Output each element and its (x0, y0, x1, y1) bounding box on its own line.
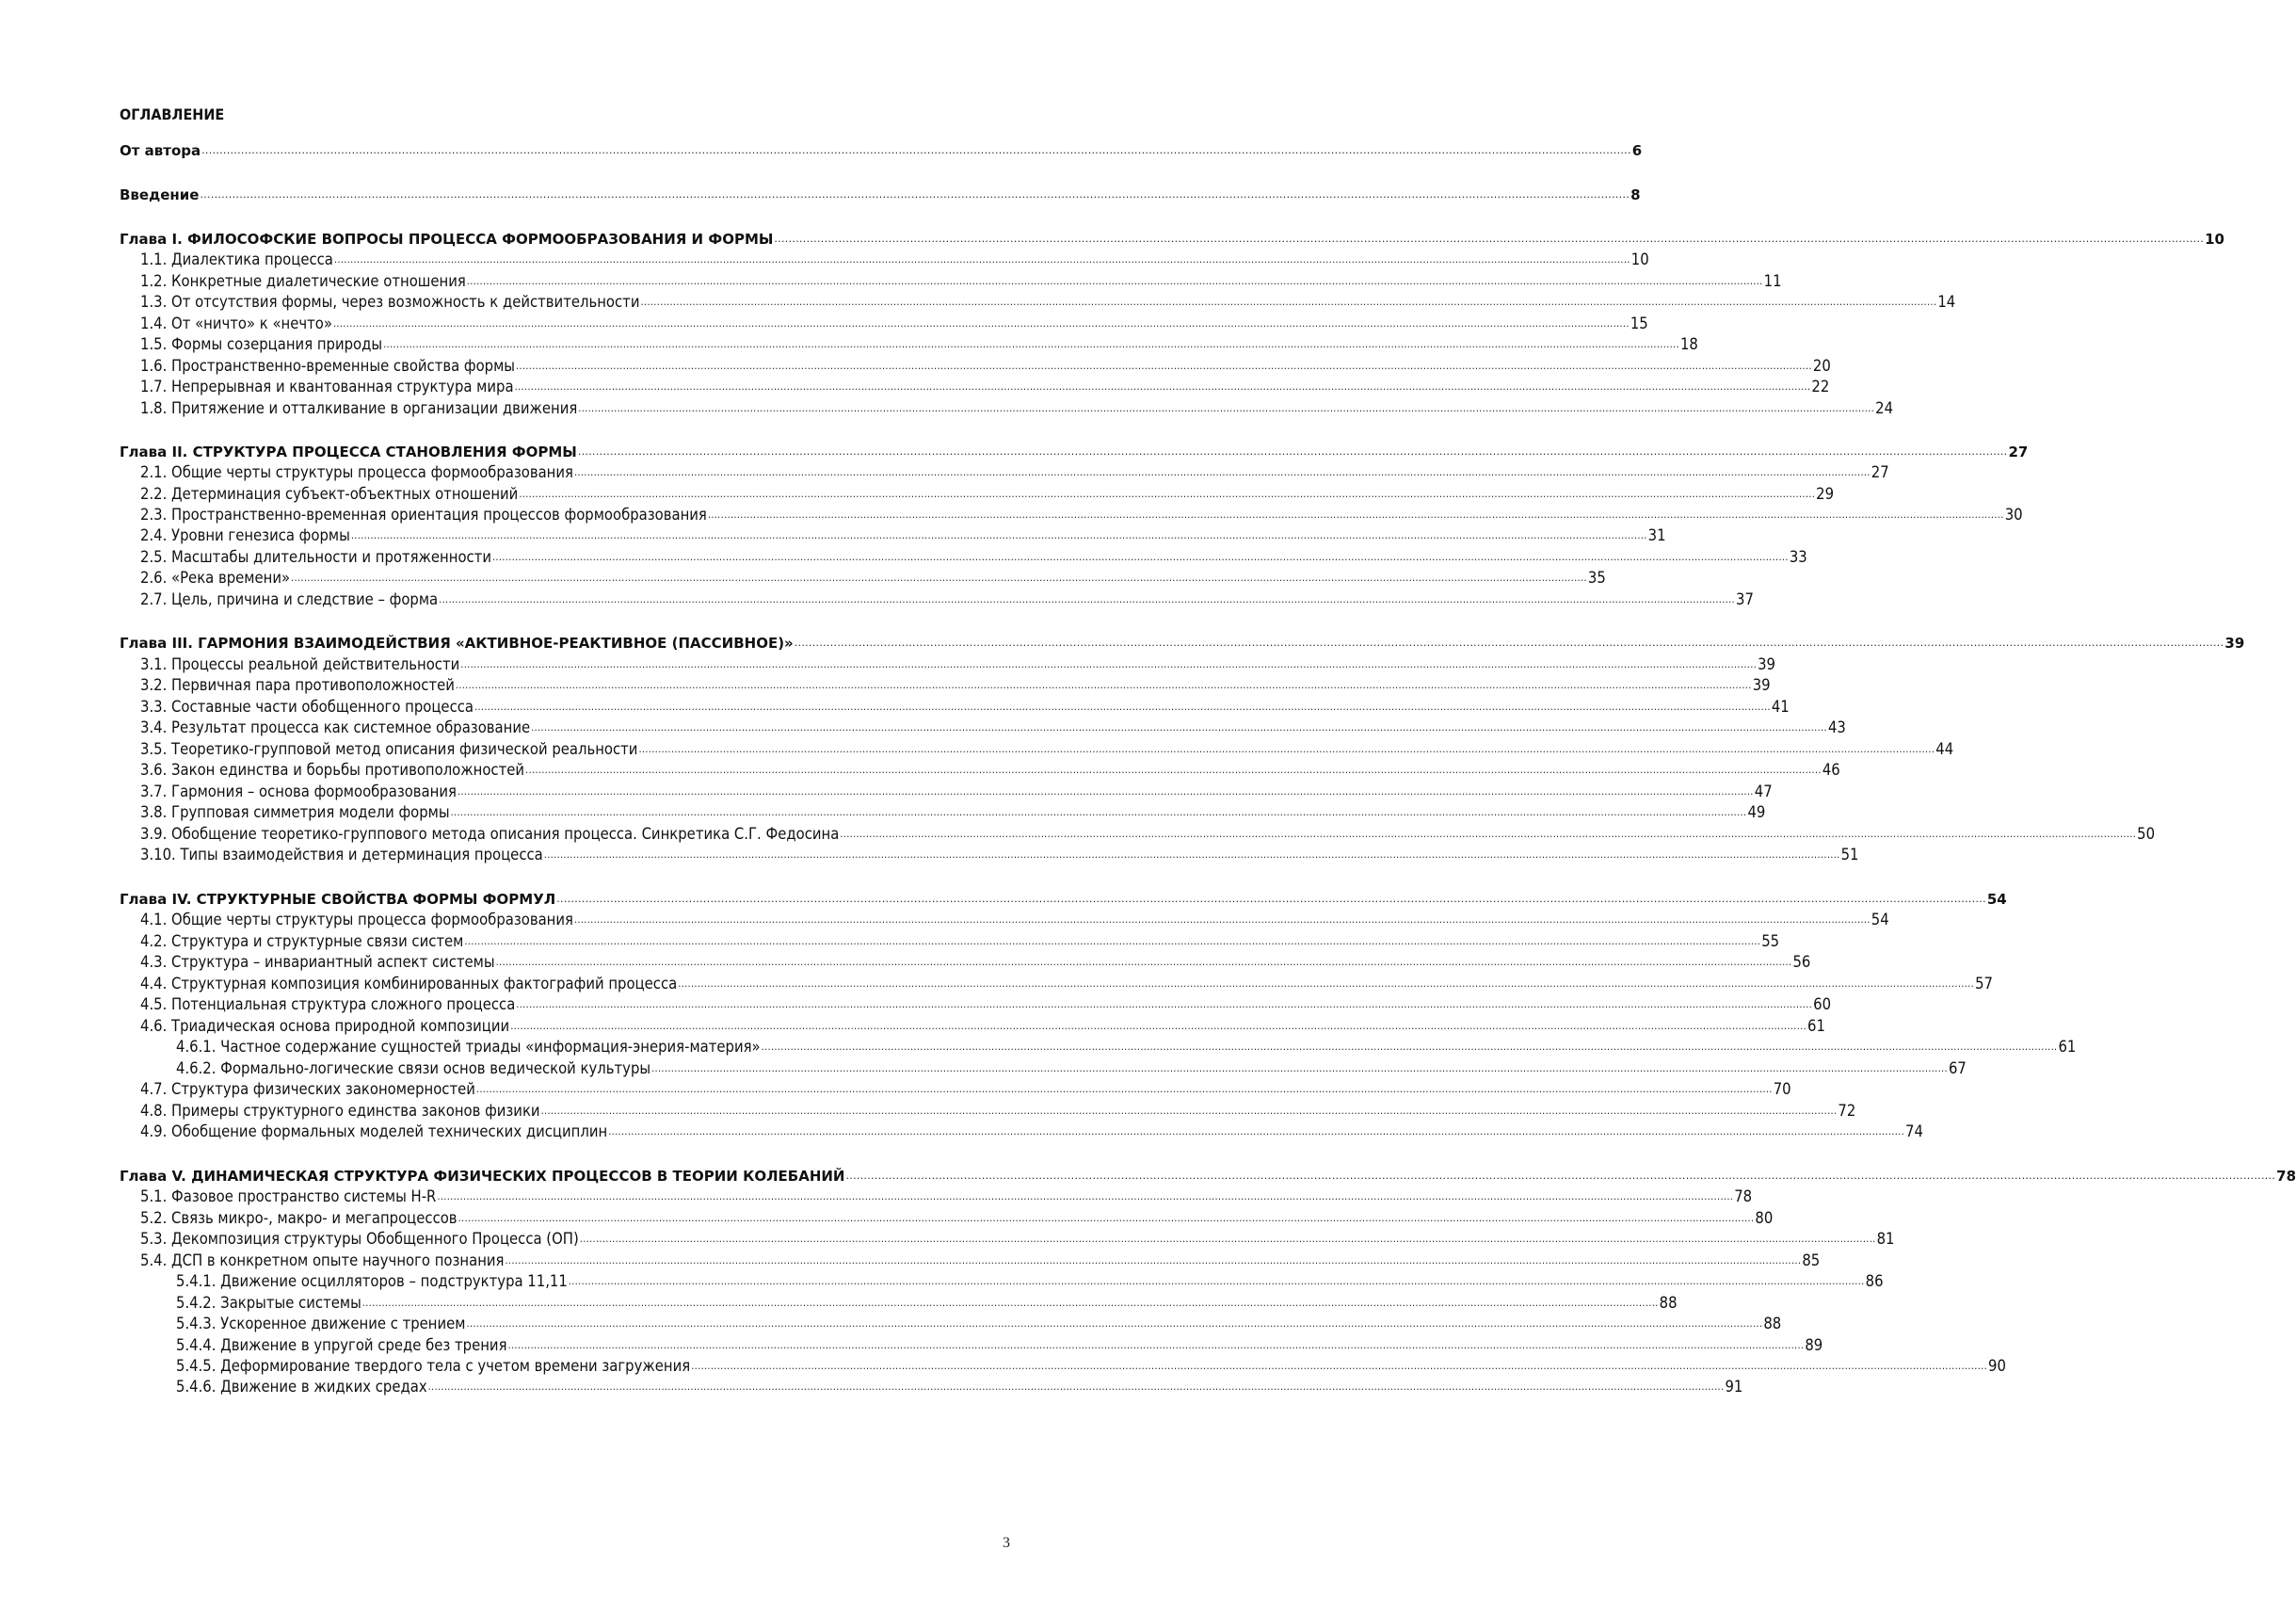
toc-entry-title: 5.4. ДСП в конкретном опыте научного познания (140, 1251, 505, 1269)
toc-leader-dots: ................................................................................................................................................................................................................................................................................................................................................................................................................ (651, 1062, 1948, 1074)
toc-entry (120, 1376, 1743, 1396)
toc-entry-page: 56 (1792, 953, 1811, 971)
toc-leader-dots: ................................................................................................................................................................................................................................................................................................................................................................................................................ (333, 253, 1630, 266)
toc-entry-page: 14 (1937, 293, 1956, 311)
toc-entry-title: 5.3. Декомпозиция структуры Обобщенного Процесса (ОП) (140, 1230, 579, 1248)
toc-leader-dots: ................................................................................................................................................................................................................................................................................................................................................................................................................ (579, 1233, 1876, 1245)
toc-leader-dots: ................................................................................................................................................................................................................................................................................................................................................................................................................ (466, 1317, 1763, 1330)
toc-entry-title: 1.5. Формы созерцания природы (140, 335, 383, 353)
toc-entry-page: 88 (1763, 1315, 1782, 1332)
toc-leader-dots: ................................................................................................................................................................................................................................................................................................................................................................................................................ (383, 338, 1679, 350)
toc-entry-title: 3.1. Процессы реальной действительности (140, 655, 460, 673)
toc-entry-title: 2.2. Детерминация субъект-объектных отношений (140, 485, 519, 503)
toc-entry-page: 85 (1802, 1251, 1821, 1269)
toc-leader-dots: ................................................................................................................................................................................................................................................................................................................................................................................................................ (691, 1360, 1988, 1372)
toc-entry-page: 54 (1871, 911, 1889, 928)
toc-entry (120, 993, 1832, 1014)
toc-entry-title: 4.3. Структура – инвариантный аспект системы (140, 953, 495, 971)
toc-entry-title: 3.6. Закон единства и борьбы противоположностей (140, 761, 525, 779)
toc-entry-page: 57 (1975, 975, 1993, 993)
toc-entry-page: 6 (1631, 142, 1643, 159)
toc-entry (120, 270, 1782, 291)
toc-entry-title: Глава II. СТРУКТУРА ПРОЦЕССА СТАНОВЛЕНИЯ ФОРМЫ (120, 444, 577, 460)
toc-entry (120, 1057, 1967, 1078)
toc-entry-page: 11 (1763, 272, 1782, 290)
toc-entry-title: Глава III. ГАРМОНИЯ ВЗАИМОДЕЙСТВИЯ «АКТИВНОЕ-РЕАКТИВНОЕ (ПАССИВНОЕ)» (120, 635, 794, 652)
toc-leader-dots: ................................................................................................................................................................................................................................................................................................................................................................................................................ (761, 1041, 2058, 1053)
toc-leader-dots: ................................................................................................................................................................................................................................................................................................................................................................................................................ (678, 977, 1975, 990)
toc-entry-title: 4.7. Структура физических закономерностей (140, 1080, 475, 1098)
toc-entry-page: 70 (1773, 1080, 1791, 1098)
toc-heading: ОГЛАВЛЕНИЕ (120, 105, 225, 123)
toc-entry-title: 5.4.2. Закрытые системы (176, 1294, 361, 1312)
toc-entry-title: Глава V. ДИНАМИЧЕСКАЯ СТРУКТУРА ФИЗИЧЕСКИХ ПРОЦЕССОВ В ТЕОРИИ КОЛЕБАНИЙ (120, 1168, 845, 1185)
toc-entry-title: 1.3. От отсутствия формы, через возможность к действительности (140, 293, 640, 311)
toc-leader-dots: ................................................................................................................................................................................................................................................................................................................................................................................................................ (540, 1105, 1838, 1117)
toc-chapter-entry (120, 184, 1641, 204)
toc-entry (120, 717, 1846, 737)
toc-entry (120, 801, 1766, 822)
toc-entry (120, 1207, 1774, 1228)
toc-entry (120, 567, 1606, 588)
toc-entry (120, 1100, 1856, 1121)
toc-leader-dots: ................................................................................................................................................................................................................................................................................................................................................................................................................ (510, 1020, 1807, 1032)
toc-entry (120, 951, 1811, 972)
toc-entry (120, 1270, 1884, 1291)
toc-entry-title: 2.5. Масштабы длительности и протяженности (140, 548, 491, 566)
toc-entry-page: 88 (1659, 1294, 1678, 1312)
toc-entry-page: 72 (1838, 1102, 1856, 1120)
toc-entry-page: 47 (1754, 783, 1773, 800)
toc-entry-title: 5.4.5. Деформирование твердого тела с учетом времени загружения (176, 1357, 691, 1375)
toc-entry-title: 4.6.1. Частное содержание сущностей триады «информация-энерия-материя» (176, 1038, 761, 1056)
toc-entry-page: 41 (1771, 698, 1790, 716)
toc-entry-title: 2.1. Общие черты структуры процесса формообразования (140, 463, 573, 481)
toc-leader-dots: ................................................................................................................................................................................................................................................................................................................................................................................................................ (608, 1125, 1905, 1138)
toc-entry-page: 29 (1816, 485, 1835, 503)
toc-leader-dots: ................................................................................................................................................................................................................................................................................................................................................................................................................ (491, 551, 1789, 563)
toc-leader-dots: ................................................................................................................................................................................................................................................................................................................................................................................................................ (439, 593, 1735, 605)
toc-entry (120, 525, 1666, 545)
toc-entry-title: 4.4. Структурная композиция комбинированных фактографий процесса (140, 975, 678, 993)
toc-entry-title: 2.6. «Река времени» (140, 569, 291, 587)
toc-entry-title: 3.5. Теоретико-групповой метод описания физической реальности (140, 740, 638, 758)
toc-entry (120, 1078, 1791, 1099)
toc-entry-title: 4.6.2. Формально-логические связи основ ведической культуры (176, 1059, 651, 1077)
toc-entry-page: 89 (1805, 1336, 1823, 1354)
toc-entry-title: 5.4.3. Ускоренное движение с трением (176, 1315, 466, 1332)
toc-entry-title: 1.7. Непрерывная и квантованная структура мира (140, 378, 514, 395)
toc-entry-page: 27 (2008, 444, 2029, 460)
toc-entry-title: 4.2. Структура и структурные связи систем (140, 932, 464, 950)
toc-entry (120, 1015, 1825, 1036)
toc-entry-title: 1.8. Притяжение и отталкивание в организации движения (140, 399, 578, 417)
toc-entry-title: 1.1. Диалектика процесса (140, 250, 333, 268)
toc-entry-page: 78 (2276, 1168, 2296, 1185)
toc-leader-dots: ................................................................................................................................................................................................................................................................................................................................................................................................................ (350, 529, 1647, 541)
toc-entry-page: 31 (1647, 526, 1666, 544)
toc-entry-title: Введение (120, 186, 200, 203)
toc-entry-title: 4.5. Потенциальная структура сложного процесса (140, 995, 516, 1013)
toc-entry-title: 2.4. Уровни генезиса формы (140, 526, 350, 544)
toc-chapter-entry (120, 632, 2245, 653)
toc-chapter-entry (120, 228, 2224, 249)
toc-entry-title: 2.3. Пространственно-временная ориентация процессов формообразования (140, 506, 707, 524)
toc-entry-title: 5.1. Фазовое пространство системы H-R (140, 1187, 437, 1205)
toc-entry-page: 10 (2205, 231, 2224, 248)
toc-leader-dots: ................................................................................................................................................................................................................................................................................................................................................................................................................ (531, 721, 1827, 734)
toc-entry-page: 22 (1811, 378, 1830, 395)
toc-leader-dots: ................................................................................................................................................................................................................................................................................................................................................................................................................ (291, 572, 1587, 584)
toc-leader-dots: ................................................................................................................................................................................................................................................................................................................................................................................................................ (516, 360, 1812, 372)
toc-entry-page: 39 (1758, 655, 1775, 673)
toc-entry (120, 397, 1894, 418)
toc-leader-dots: ................................................................................................................................................................................................................................................................................................................................................................................................................ (577, 445, 2008, 458)
toc-leader-dots: ................................................................................................................................................................................................................................................................................................................................................................................................................ (495, 956, 1792, 968)
toc-entry-page: 78 (1734, 1187, 1753, 1205)
toc-entry (120, 333, 1698, 354)
toc-leader-dots: ................................................................................................................................................................................................................................................................................................................................................................................................................ (427, 1380, 1725, 1393)
toc-entry-title: 4.6. Триадическая основа природной композиции (140, 1017, 510, 1035)
toc-entry-page: 43 (1827, 718, 1846, 736)
toc-entry-page: 60 (1813, 995, 1832, 1013)
toc-leader-dots: ................................................................................................................................................................................................................................................................................................................................................................................................................ (361, 1297, 1659, 1309)
toc-entry-page: 46 (1822, 761, 1840, 779)
toc-entry (120, 973, 1993, 993)
toc-entry (120, 738, 1954, 759)
toc-chapter-entry (120, 441, 2029, 461)
toc-leader-dots: ................................................................................................................................................................................................................................................................................................................................................................................................................ (450, 806, 1747, 818)
toc-entry-title: 2.7. Цель, причина и следствие – форма (140, 590, 439, 608)
toc-entry-page: 91 (1725, 1378, 1743, 1396)
toc-entry (120, 823, 2156, 844)
toc-entry (120, 759, 1840, 780)
toc-entry-page: 74 (1905, 1122, 1923, 1140)
toc-entry-page: 10 (1630, 250, 1649, 268)
toc-entry (120, 1355, 2006, 1376)
toc-entry (120, 376, 1830, 396)
toc-entry-title: 3.7. Гармония – основа формообразования (140, 783, 457, 800)
toc-chapter-entry (120, 888, 2007, 909)
toc-leader-dots: ................................................................................................................................................................................................................................................................................................................................................................................................................ (525, 764, 1822, 776)
toc-entry-title: 5.2. Связь микро-, макро- и мегапроцессов (140, 1209, 458, 1227)
toc-entry-page: 39 (2224, 635, 2245, 652)
toc-entry-page: 20 (1812, 357, 1831, 375)
toc-leader-dots: ................................................................................................................................................................................................................................................................................................................................................................................................................ (638, 743, 1935, 755)
toc-entry (120, 909, 1889, 929)
toc-entry-page: 24 (1875, 399, 1894, 417)
toc-leader-dots: ................................................................................................................................................................................................................................................................................................................................................................................................................ (578, 402, 1875, 414)
toc-leader-dots: ................................................................................................................................................................................................................................................................................................................................................................................................................ (466, 275, 1763, 287)
toc-entry (120, 546, 1807, 567)
page-number: 3 (1003, 1535, 1010, 1551)
toc-leader-dots: ................................................................................................................................................................................................................................................................................................................................................................................................................ (507, 1339, 1805, 1351)
toc-leader-dots: ................................................................................................................................................................................................................................................................................................................................................................................................................ (200, 188, 1630, 201)
toc-entry-page: 67 (1948, 1059, 1967, 1077)
toc-leader-dots: ................................................................................................................................................................................................................................................................................................................................................................................................................ (640, 296, 1937, 308)
toc-entry-page: 90 (1988, 1357, 2006, 1375)
toc-entry (120, 483, 1835, 504)
toc-entry-page: 30 (2004, 506, 2023, 524)
toc-entry-title: 1.4. От «ничто» к «нечто» (140, 315, 332, 332)
toc-entry (120, 781, 1773, 801)
toc-entry-title: 3.3. Составные части обобщенного процесса (140, 698, 474, 716)
toc-entry-page: 51 (1840, 846, 1859, 864)
toc-entry-page: 27 (1871, 463, 1889, 481)
toc-entry-title: 1.6. Пространственно-временные свойства формы (140, 357, 516, 375)
toc-entry-page: 37 (1736, 590, 1754, 608)
toc-leader-dots: ................................................................................................................................................................................................................................................................................................................................................................................................................ (845, 1170, 2276, 1182)
toc-entry-page: 55 (1761, 932, 1780, 950)
toc-leader-dots: ................................................................................................................................................................................................................................................................................................................................................................................................................ (505, 1254, 1802, 1267)
toc-leader-dots: ................................................................................................................................................................................................................................................................................................................................................................................................................ (474, 701, 1771, 713)
toc-entry-page: 49 (1747, 803, 1766, 821)
toc-entry (120, 696, 1790, 717)
toc-entry (120, 1313, 1782, 1333)
toc-entry (120, 1228, 1895, 1249)
toc-entry-title: От автора (120, 142, 201, 159)
toc-leader-dots: ................................................................................................................................................................................................................................................................................................................................................................................................................ (840, 828, 2137, 840)
toc-leader-dots: ................................................................................................................................................................................................................................................................................................................................................................................................................ (568, 1275, 1865, 1287)
toc-leader-dots: ................................................................................................................................................................................................................................................................................................................................................................................................................ (460, 658, 1758, 670)
toc-leader-dots: ................................................................................................................................................................................................................................................................................................................................................................................................................ (573, 913, 1871, 926)
toc-entry (120, 355, 1831, 376)
toc-entry (120, 1292, 1678, 1313)
toc-leader-dots: ................................................................................................................................................................................................................................................................................................................................................................................................................ (455, 679, 1752, 691)
toc-leader-dots: ................................................................................................................................................................................................................................................................................................................................................................................................................ (457, 785, 1754, 798)
toc-entry (120, 1121, 1923, 1141)
toc-entry (120, 674, 1771, 695)
toc-entry-page: 80 (1755, 1209, 1774, 1227)
toc-chapter-entry (120, 139, 1643, 160)
toc-leader-dots: ................................................................................................................................................................................................................................................................................................................................................................................................................ (573, 466, 1871, 478)
toc-entry (120, 1186, 1753, 1206)
toc-entry-page: 39 (1752, 676, 1771, 694)
toc-leader-dots: ................................................................................................................................................................................................................................................................................................................................................................................................................ (514, 380, 1811, 393)
toc-entry (120, 1334, 1823, 1355)
toc-leader-dots: ................................................................................................................................................................................................................................................................................................................................................................................................................ (475, 1083, 1773, 1095)
toc-entry-title: 5.4.1. Движение осцилляторов – подструктура 11,11 (176, 1272, 568, 1290)
toc-leader-dots: ................................................................................................................................................................................................................................................................................................................................................................................................................ (794, 637, 2224, 649)
toc-entry (120, 589, 1754, 609)
toc-entry-page: 54 (1986, 891, 2007, 908)
toc-leader-dots: ................................................................................................................................................................................................................................................................................................................................................................................................................ (556, 893, 1986, 905)
toc-leader-dots: ................................................................................................................................................................................................................................................................................................................................................................................................................ (332, 317, 1630, 330)
toc-chapter-entry (120, 1165, 2296, 1186)
toc-entry (120, 249, 1649, 269)
toc-leader-dots: ................................................................................................................................................................................................................................................................................................................................................................................................................ (464, 935, 1761, 947)
toc-entry-page: 81 (1876, 1230, 1895, 1248)
toc-entry (120, 654, 1775, 674)
toc-entry-page: 8 (1630, 186, 1641, 203)
toc-entry (120, 1036, 2077, 1057)
toc-entry-title: 4.9. Обобщение формальных моделей технических дисциплин (140, 1122, 608, 1140)
toc-entry-page: 15 (1630, 315, 1648, 332)
toc-entry-title: Глава I. ФИЛОСОФСКИЕ ВОПРОСЫ ПРОЦЕССА ФОРМООБРАЗОВАНИЯ И ФОРМЫ (120, 231, 774, 248)
toc-leader-dots: ................................................................................................................................................................................................................................................................................................................................................................................................................ (458, 1212, 1755, 1224)
toc-entry (120, 461, 1889, 482)
toc-entry-title: 5.4.4. Движение в упругой среде без трения (176, 1336, 507, 1354)
toc-entry-title: 3.4. Результат процесса как системное образование (140, 718, 531, 736)
toc-entry (120, 930, 1780, 951)
toc-entry-page: 33 (1789, 548, 1807, 566)
toc-leader-dots: ................................................................................................................................................................................................................................................................................................................................................................................................................ (437, 1190, 1734, 1203)
toc-entry-page: 44 (1935, 740, 1954, 758)
toc-entry (120, 504, 2023, 525)
toc-entry-title: 3.9. Обобщение теоретико-группового метода описания процесса. Синкретика С.Г. Федосина (140, 825, 840, 843)
toc-leader-dots: ................................................................................................................................................................................................................................................................................................................................................................................................................ (774, 233, 2205, 245)
toc-entry-title: 3.8. Групповая симметрия модели формы (140, 803, 450, 821)
toc-entry (120, 313, 1648, 333)
toc-entry-title: 1.2. Конкретные диалетические отношения (140, 272, 466, 290)
toc-entry-page: 61 (1807, 1017, 1825, 1035)
toc-entry-title: 5.4.6. Движение в жидких средах (176, 1378, 427, 1396)
toc-entry (120, 291, 1956, 312)
toc-entry-title: Глава IV. СТРУКТУРНЫЕ СВОЙСТВА ФОРМЫ ФОРМУЛ (120, 891, 556, 908)
toc-entry-page: 18 (1679, 335, 1698, 353)
toc-entry (120, 844, 1859, 864)
toc-page (120, 0, 2296, 1598)
toc-entry-title: 3.10. Типы взаимодействия и детерминация процесса (140, 846, 543, 864)
toc-entry-title: 4.8. Примеры структурного единства законов физики (140, 1102, 540, 1120)
toc-entry-title: 3.2. Первичная пара противоположностей (140, 676, 455, 694)
toc-entry-page: 35 (1587, 569, 1606, 587)
toc-entry-title: 4.1. Общие черты структуры процесса формообразования (140, 911, 573, 928)
toc-entry (120, 1250, 1821, 1270)
toc-leader-dots: ................................................................................................................................................................................................................................................................................................................................................................................................................ (201, 144, 1631, 156)
toc-leader-dots: ................................................................................................................................................................................................................................................................................................................................................................................................................ (519, 488, 1816, 500)
toc-entry-page: 50 (2137, 825, 2156, 843)
toc-leader-dots: ................................................................................................................................................................................................................................................................................................................................................................................................................ (707, 508, 2004, 521)
toc-leader-dots: ................................................................................................................................................................................................................................................................................................................................................................................................................ (516, 998, 1813, 1010)
toc-leader-dots: ................................................................................................................................................................................................................................................................................................................................................................................................................ (543, 848, 1840, 861)
toc-entry-page: 61 (2058, 1038, 2077, 1056)
toc-entry-page: 86 (1865, 1272, 1884, 1290)
